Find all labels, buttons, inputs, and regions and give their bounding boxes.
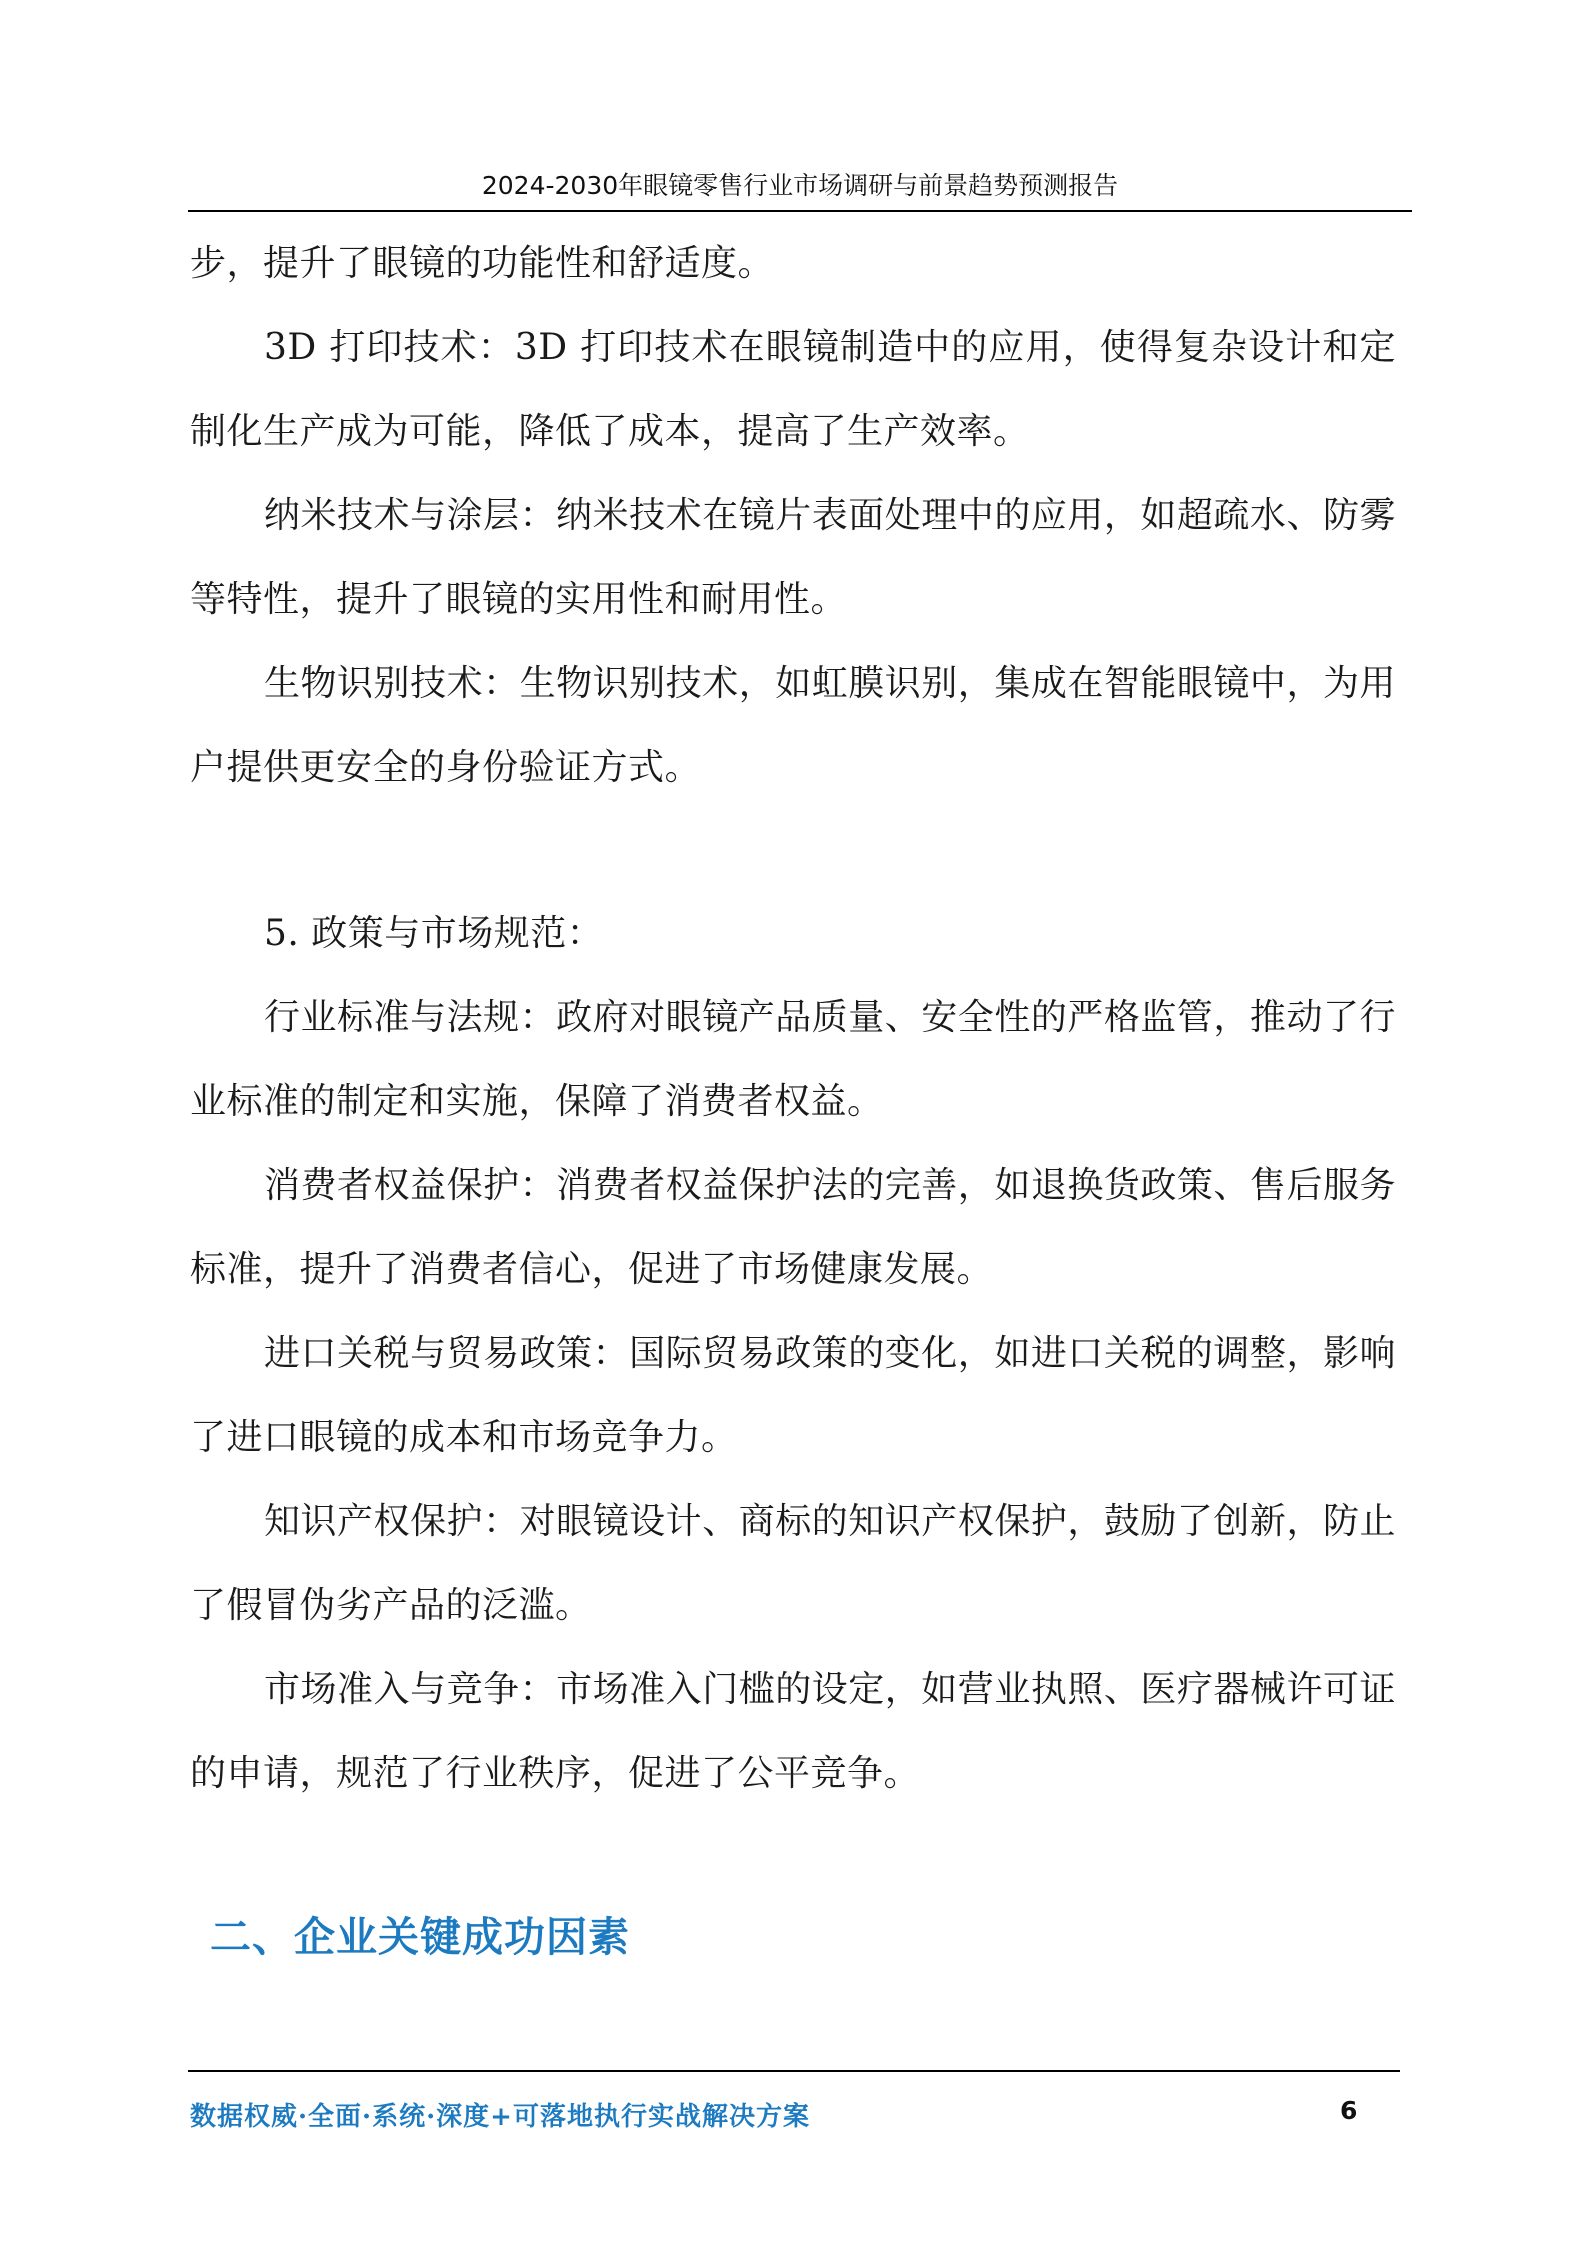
paragraph-market-access: 市场准入与竞争：市场准入门槛的设定，如营业执照、医疗器械许可证的申请，规范了行业秩序，促进了公平竞争。 — [190, 1669, 1396, 1794]
section-heading: 二、企业关键成功因素 — [210, 1913, 630, 1961]
paragraph-nanotech: 纳米技术与涂层：纳米技术在镜片表面处理中的应用，如超疏水、防雾等特性，提升了眼镜的实用性和耐用性。 — [190, 495, 1396, 620]
subsection-title: 5. 政策与市场规范： — [264, 913, 604, 954]
paragraph-consumer-protection: 消费者权益保护：消费者权益保护法的完善，如退换货政策、售后服务标准，提升了消费者信心，促进了市场健康发展。 — [190, 1165, 1396, 1290]
paragraph-ip-protection: 知识产权保护：对眼镜设计、商标的知识产权保护，鼓励了创新，防止了假冒伪劣产品的泛滥。 — [190, 1501, 1396, 1626]
paragraph-industry-standards: 行业标准与法规：政府对眼镜产品质量、安全性的严格监管，推动了行业标准的制定和实施，保障了消费者权益。 — [190, 997, 1396, 1122]
header-title: 2024-2030年眼镜零售行业市场调研与前景趋势预测报告 — [481, 171, 1119, 200]
page-header — [188, 158, 1412, 212]
paragraph-continuation: 步，提升了眼镜的功能性和舒适度。 — [190, 243, 775, 284]
footer-slogan: 数据权威·全面·系统·深度+可落地执行实战解决方案 — [190, 2102, 810, 2132]
page-number: 6 — [1340, 2096, 1358, 2125]
section-gap — [190, 810, 1396, 892]
paragraph-import-tariffs: 进口关税与贸易政策：国际贸易政策的变化，如进口关税的调整，影响了进口眼镜的成本和市场竞争力。 — [190, 1333, 1396, 1458]
footer-divider — [188, 2070, 1400, 2072]
paragraph-3d-printing: 3D 打印技术：3D 打印技术在眼镜制造中的应用，使得复杂设计和定制化生产成为可能，降低了成本，提高了生产效率。 — [190, 327, 1396, 452]
document-body — [190, 222, 1396, 1816]
paragraph-biometrics: 生物识别技术：生物识别技术，如虹膜识别，集成在智能眼镜中，为用户提供更安全的身份验证方式。 — [190, 663, 1396, 788]
